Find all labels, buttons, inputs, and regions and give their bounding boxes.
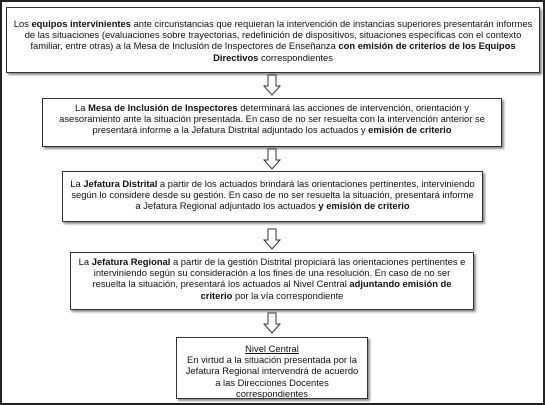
box5-body: En virtud a la situación presentada por la Jefatura Regional intervendrá de acuerdo a las Direcciones Docentes correspondientes [185, 354, 359, 399]
down-arrow-icon [263, 74, 281, 96]
step-nivel-central [176, 337, 368, 399]
step-jefatura-regional [70, 252, 474, 310]
box3-bold-1: Jefatura Distrital [83, 178, 158, 189]
box2-bold-1: Mesa de Inclusión de Inspectores [88, 102, 238, 113]
box2-bold-2: emisión de criterio [368, 124, 452, 136]
box4-bold-2: adjuntando emisión de criterio [200, 278, 452, 301]
box1-bold-2: con emisión de criterios de los Equipos Directivos [213, 40, 516, 63]
box1-text-1: Los [13, 18, 32, 29]
step-equipos-intervinientes [6, 7, 540, 73]
down-arrow-icon [263, 228, 281, 250]
step-mesa-de-inclusion [42, 98, 502, 147]
box4-text-1: La [78, 256, 92, 267]
box1-text-3: correspondientes [258, 51, 333, 63]
step-jefatura-distrital [62, 171, 483, 222]
down-arrow-icon [263, 312, 281, 334]
box2-text-1: La [75, 102, 89, 113]
box1-bold-1: equipos intervinientes [31, 18, 131, 29]
down-arrow-icon [263, 148, 281, 170]
box4-bold-1: Jefatura Regional [91, 256, 171, 267]
box3-text-1: La [70, 178, 84, 189]
box5-heading: Nivel Central [245, 343, 299, 354]
box4-text-2: a partir de la gestión Distrital propiciará las orientaciones pertinentes e interviniendo según su consideración a los fines de una resolución. En caso de no ser resuelta la situación, presentará los actuados al Nivel Central [92, 256, 466, 290]
box1-text-2: ante circunstancias que requieran la intervención de instancias superiores presentarán informes de las situaciones (evaluaciones sobre trayectorias, redefinición de dispositivos, situaciones específicas con el contexto familiar, entre otras) a la Mesa de Inclusión de Inspectores de Enseñanza [24, 18, 533, 52]
box4-text-3: por la vía correspondiente [232, 289, 344, 301]
box3-text-2: a partir de los actuados brindará las orientaciones pertinentes, interviniendo según lo considere desde su gestión. En caso de no ser resuelta la situación, presentará informe a Jefatura Regional adjuntado los actuados [71, 178, 475, 212]
box2-text-2: determinará las acciones de intervención, orientación y asesoramiento ante la situación presentada. En caso de no ser resuelta con la intervención anterior se presentará informe a la Jefatura Distrital adjuntado los actuados y [59, 102, 485, 136]
box3-bold-2: y emisión de criterio [318, 200, 410, 212]
